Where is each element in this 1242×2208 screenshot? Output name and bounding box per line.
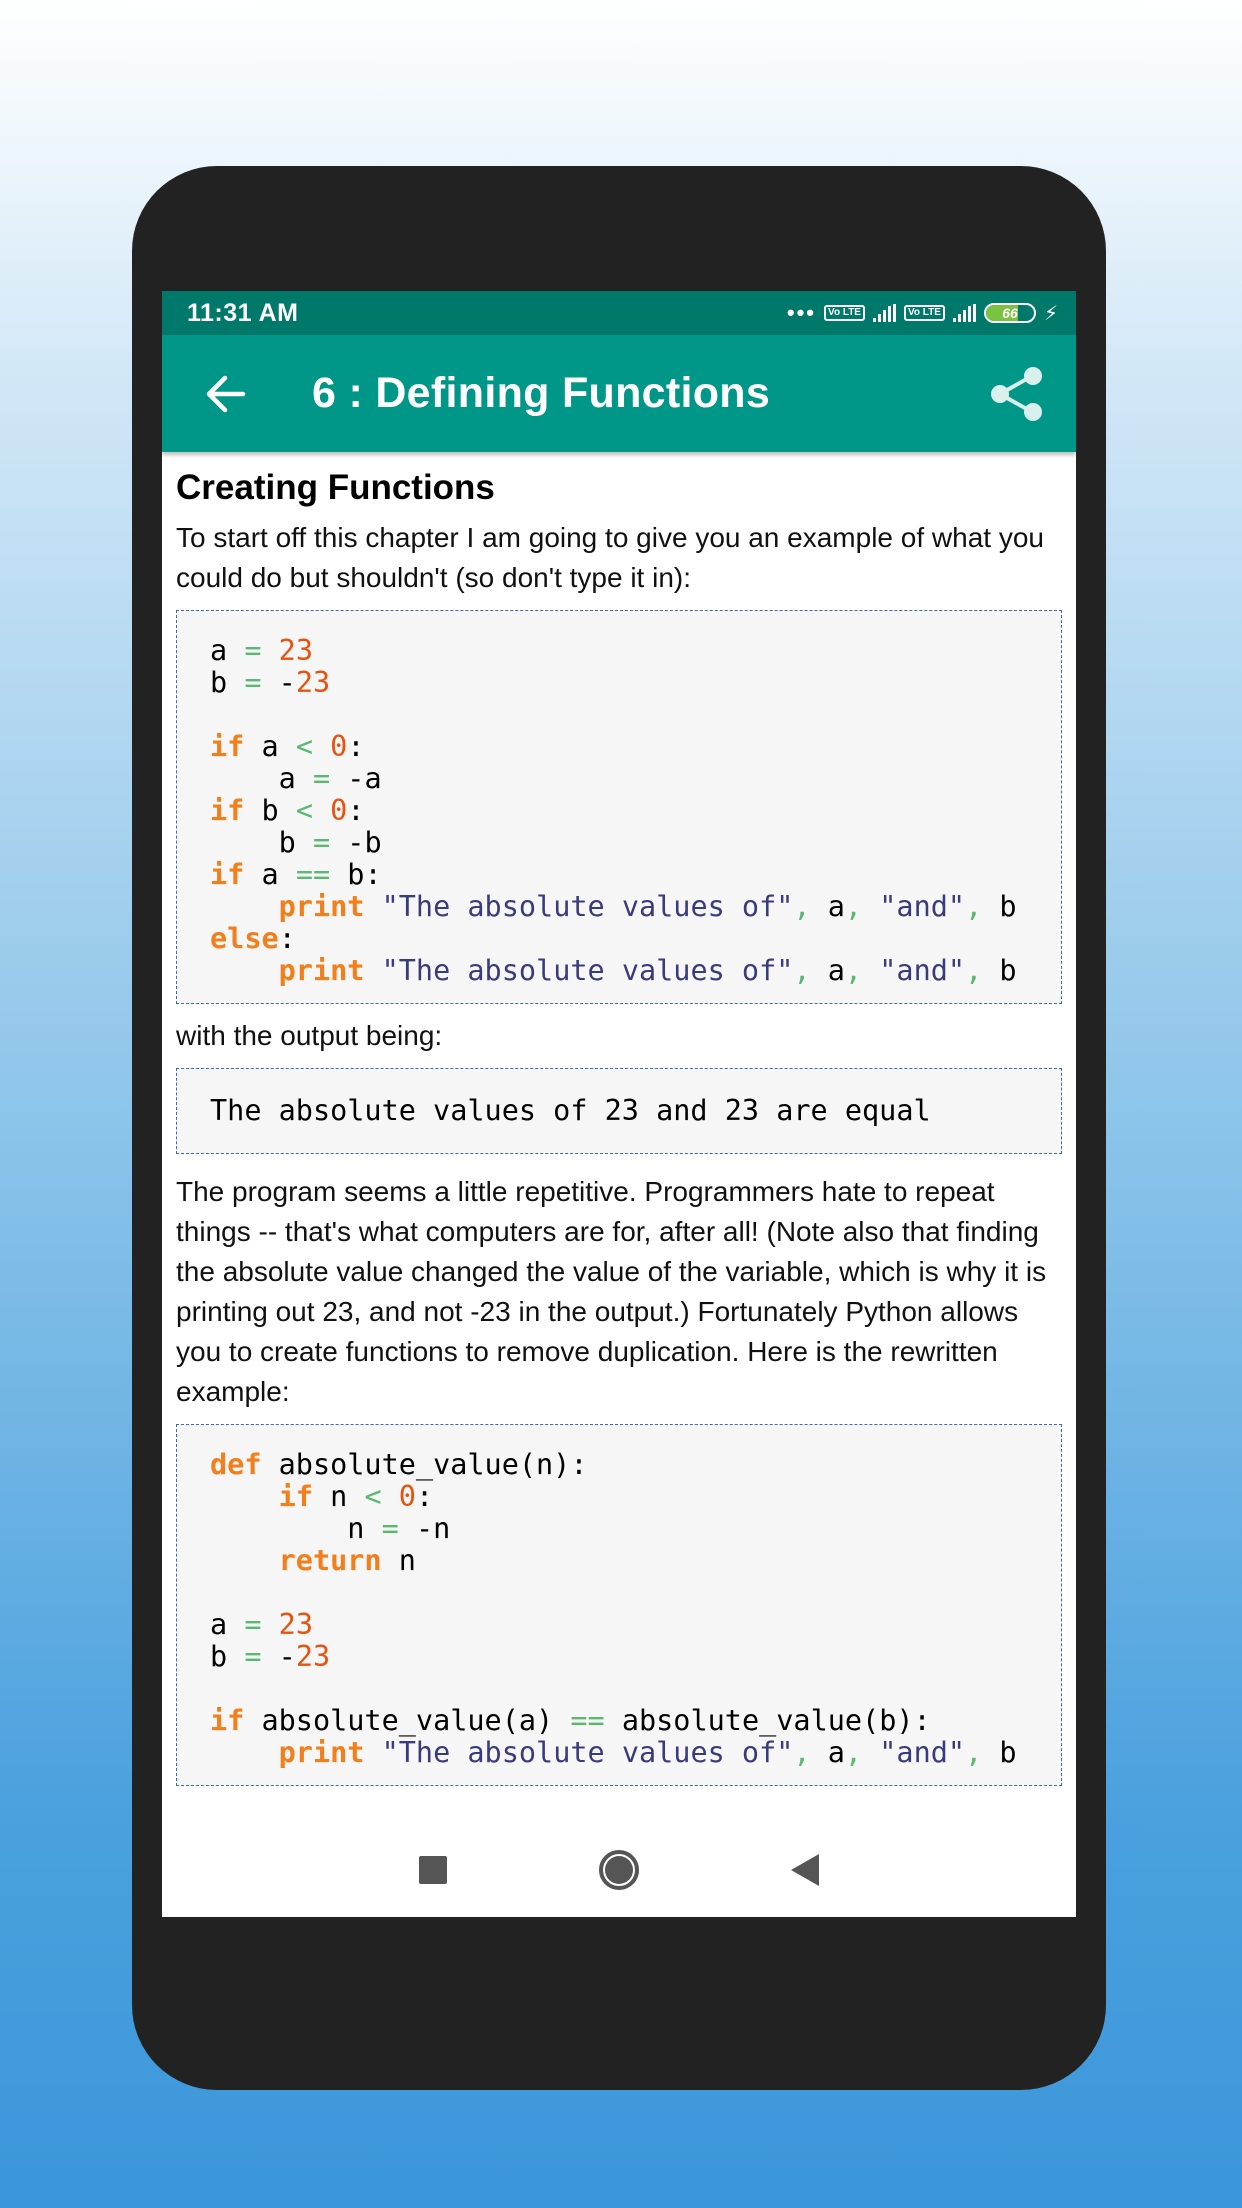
code-line: a = -a (278, 762, 382, 795)
code-line: return n (278, 1544, 416, 1577)
code-line: else: (210, 922, 296, 955)
signal-icon (953, 304, 976, 322)
home-button[interactable] (599, 1850, 639, 1890)
code-line: print "The absolute values of", a, "and", b (278, 890, 1017, 923)
battery-icon (984, 303, 1036, 323)
phone-screen (162, 291, 1076, 1917)
charging-icon: ⚡ (1043, 302, 1058, 325)
arrow-left-icon (203, 374, 247, 414)
circle-icon (605, 1856, 633, 1884)
chapter-content[interactable] (162, 452, 1076, 1822)
share-icon (988, 366, 1046, 422)
code-line: a = 23 (210, 1608, 313, 1641)
code-line: if n < 0: (278, 1480, 434, 1513)
code-line: b = -23 (210, 666, 331, 699)
code-line: if a < 0: (210, 730, 365, 763)
explanation-paragraph: The program seems a little repetitive. Programmers hate to repeat things -- that's what computers are for, after all! (Note also that finding the absolute value changed the value of the variable, which is why it is printing out 23, and not -23 in the output.) Fortunately Python allows you to create functions to remove duplication. Here is the rewritten example: (176, 1176, 1047, 1407)
battery-level: 66 (1002, 305, 1018, 321)
page-title: 6 : Defining Functions (312, 369, 771, 417)
code-block-repetitive (176, 610, 1062, 1004)
code-line: if a == b: (210, 858, 382, 891)
intro-paragraph: To start off this chapter I am going to give you an example of what you could do but shouldn't (so don't type it in): (176, 522, 1044, 593)
code-line: b = -b (278, 826, 382, 859)
code-line: print "The absolute values of", a, "and", b (278, 954, 1017, 987)
status-time: 11:31 AM (187, 298, 299, 327)
app-bar (162, 335, 1076, 452)
output-block (176, 1068, 1062, 1154)
back-button[interactable] (177, 335, 273, 452)
signal-icon (873, 304, 896, 322)
code-line: a = 23 (210, 634, 313, 667)
notification-dots-icon: ••• (786, 300, 817, 325)
code-line: b = -23 (210, 1640, 331, 1673)
output-label: with the output being: (176, 1020, 443, 1051)
code-line: if b < 0: (210, 794, 365, 827)
code-line: n = -n (347, 1512, 451, 1545)
code-block-functions (176, 1424, 1062, 1786)
code-line: print "The absolute values of", a, "and", b (278, 1736, 1017, 1769)
share-button[interactable] (982, 359, 1052, 429)
system-back-button[interactable] (791, 1854, 819, 1886)
code-line: if absolute_value(a) == absolute_value(b): (210, 1704, 931, 1737)
code-line: def absolute_value(n): (210, 1448, 588, 1481)
volte-icon: Vo LTE (824, 305, 865, 321)
section-heading: Creating Functions (176, 468, 495, 507)
volte-icon: Vo LTE (904, 305, 945, 321)
status-icons (787, 300, 1058, 326)
recent-apps-button[interactable] (419, 1856, 447, 1884)
output-text: The absolute values of 23 and 23 are equal (210, 1094, 931, 1127)
status-bar (162, 291, 1076, 335)
system-nav-bar (162, 1822, 1076, 1917)
